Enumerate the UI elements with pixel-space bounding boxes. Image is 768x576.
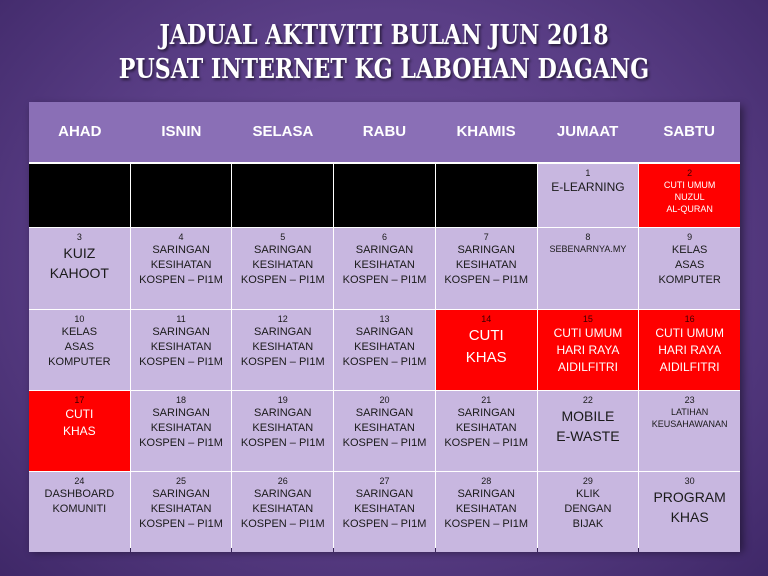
- activity-text: KOSPEN – PI1M: [139, 518, 223, 530]
- day-cell-20: [334, 391, 435, 471]
- day-number: 16: [684, 314, 695, 324]
- day-cell-2: [639, 164, 740, 227]
- activity-text: KHAS: [63, 424, 96, 438]
- activity-text: LATIHAN: [670, 407, 709, 417]
- day-cell-1: [538, 164, 639, 227]
- activity-text: DASHBOARD: [44, 488, 115, 500]
- activity-text: KOMUNITI: [52, 503, 107, 515]
- activity-text: KESIHATAN: [354, 503, 415, 515]
- empty-day-cell: [29, 164, 130, 227]
- activity-text: KESIHATAN: [252, 422, 314, 434]
- activity-text: KOSPEN – PI1M: [240, 356, 325, 368]
- activity-text: KHAS: [465, 349, 507, 366]
- day-cell-6: [334, 228, 435, 309]
- activity-text: KOSPEN – PI1M: [139, 274, 223, 286]
- weekday-header: [29, 102, 740, 164]
- day-cell-12: [232, 310, 333, 390]
- day-cell-24: [29, 472, 130, 552]
- day-number: 25: [176, 476, 187, 486]
- activity-text: KOSPEN – PI1M: [139, 437, 223, 449]
- day-number: 8: [585, 232, 591, 242]
- day-cell-27: [334, 472, 435, 552]
- activity-text: KOMPUTER: [658, 274, 721, 286]
- activity-text: KESIHATAN: [252, 503, 314, 515]
- activity-text: CUTI UMUM: [655, 326, 724, 340]
- activity-text: KOSPEN – PI1M: [444, 437, 529, 449]
- activity-text: SARINGAN: [457, 244, 515, 256]
- day-number: 29: [582, 476, 593, 486]
- activity-text: KOSPEN – PI1M: [139, 356, 223, 368]
- day-cell-26: [232, 472, 333, 552]
- activity-text: KOMPUTER: [48, 356, 111, 368]
- day-cell-13: [334, 310, 435, 390]
- activity-text: AIDILFITRI: [557, 360, 618, 374]
- day-number: 13: [379, 314, 390, 324]
- activity-text: KOSPEN – PI1M: [240, 437, 325, 449]
- day-number: 18: [176, 395, 187, 405]
- activity-text: KOSPEN – PI1M: [342, 356, 427, 368]
- empty-day-cell: [334, 164, 435, 227]
- day-cell-17: [29, 391, 130, 471]
- activity-text: AIDILFITRI: [659, 360, 720, 374]
- activity-text: KHAS: [670, 509, 709, 525]
- activity-text: AL-QURAN: [666, 204, 713, 214]
- day-number: 21: [481, 395, 492, 405]
- activity-text: KOSPEN – PI1M: [240, 274, 325, 286]
- activity-text: MOBILE: [561, 408, 615, 424]
- activity-text: SARINGAN: [254, 244, 312, 256]
- activity-text: KESIHATAN: [150, 341, 212, 353]
- day-number: 5: [280, 232, 286, 242]
- activity-text: SARINGAN: [457, 488, 515, 500]
- day-cell-9: [639, 228, 740, 309]
- activity-text: KELAS: [61, 326, 98, 338]
- day-cell-28: [436, 472, 537, 552]
- activity-text: KOSPEN – PI1M: [444, 274, 529, 286]
- activity-text: KESIHATAN: [455, 422, 517, 434]
- calendar-table: [29, 102, 740, 548]
- day-cell-15: [538, 310, 639, 390]
- activity-text: SARINGAN: [355, 407, 414, 419]
- activity-text: KESIHATAN: [150, 259, 212, 271]
- day-number: 7: [483, 232, 489, 242]
- title-line-2: PUSAT INTERNET KG LABOHAN DAGANG: [118, 54, 650, 85]
- day-cell-5: [232, 228, 333, 309]
- activity-text: KUIZ: [63, 245, 96, 261]
- day-cell-21: [436, 391, 537, 471]
- day-cell-8: [538, 228, 639, 309]
- day-cell-14: [436, 310, 537, 390]
- day-number: 19: [277, 395, 288, 405]
- activity-text: KESIHATAN: [150, 503, 212, 515]
- activity-text: E-LEARNING: [551, 180, 625, 194]
- day-cell-3: [29, 228, 130, 309]
- day-number: 17: [74, 395, 85, 405]
- day-cell-10: [29, 310, 130, 390]
- activity-text: KESIHATAN: [354, 341, 415, 353]
- header-jumaat: JUMAAT: [556, 123, 619, 140]
- header-ahad: AHAD: [58, 123, 102, 140]
- day-cell-30: [639, 472, 740, 552]
- day-number: 14: [481, 314, 492, 324]
- day-number: 4: [178, 232, 184, 242]
- day-number: 15: [582, 314, 593, 324]
- header-selasa: SELASA: [252, 123, 314, 140]
- day-number: 9: [687, 232, 693, 242]
- day-cell-4: [131, 228, 232, 309]
- day-number: 6: [381, 232, 387, 242]
- activity-text: SARINGAN: [152, 407, 210, 419]
- day-number: 1: [585, 168, 591, 178]
- day-number: 10: [74, 314, 85, 324]
- activity-text: KESIHATAN: [150, 422, 212, 434]
- activity-text: KOSPEN – PI1M: [240, 518, 325, 530]
- activity-text: KELAS: [671, 244, 708, 256]
- day-cell-29: [538, 472, 639, 552]
- empty-day-cell: [232, 164, 333, 227]
- day-cell-18: [131, 391, 232, 471]
- activity-text: NUZUL: [674, 192, 705, 202]
- day-cell-11: [131, 310, 232, 390]
- day-number: 27: [379, 476, 390, 486]
- day-cell-7: [436, 228, 537, 309]
- day-number: 12: [277, 314, 288, 324]
- activity-text: DENGAN: [564, 503, 612, 515]
- day-number: 3: [76, 232, 82, 242]
- day-number: 30: [684, 476, 695, 486]
- activity-text: KESIHATAN: [252, 259, 314, 271]
- day-number: 28: [481, 476, 492, 486]
- day-number: 24: [74, 476, 85, 486]
- day-cell-25: [131, 472, 232, 552]
- activity-text: E-WASTE: [556, 428, 620, 444]
- activity-text: HARI RAYA: [658, 343, 722, 357]
- activity-text: KAHOOT: [49, 265, 109, 281]
- day-cell-23: [639, 391, 740, 471]
- activity-text: KESIHATAN: [354, 422, 415, 434]
- header-khamis: KHAMIS: [456, 123, 516, 140]
- empty-day-cell: [131, 164, 232, 227]
- day-cell-16: [639, 310, 740, 390]
- header-rabu: RABU: [362, 123, 407, 140]
- day-number: 11: [176, 314, 186, 324]
- activity-text: SARINGAN: [152, 326, 210, 338]
- activity-text: KESIHATAN: [455, 503, 517, 515]
- day-number: 26: [277, 476, 288, 486]
- activity-text: SARINGAN: [355, 488, 414, 500]
- empty-day-cell: [436, 164, 537, 227]
- activity-text: CUTI: [468, 327, 504, 344]
- activity-text: KOSPEN – PI1M: [342, 518, 427, 530]
- activity-text: SARINGAN: [152, 488, 210, 500]
- activity-text: PROGRAM: [653, 489, 726, 505]
- header-isnin: ISNIN: [161, 123, 202, 140]
- activity-text: CUTI UMUM: [663, 180, 716, 190]
- day-cell-19: [232, 391, 333, 471]
- activity-text: KESIHATAN: [455, 259, 517, 271]
- activity-text: ASAS: [64, 341, 95, 353]
- activity-text: SARINGAN: [355, 326, 414, 338]
- activity-text: ASAS: [674, 259, 705, 271]
- activity-text: SARINGAN: [254, 407, 312, 419]
- activity-text: KOSPEN – PI1M: [342, 437, 427, 449]
- day-number: 22: [582, 395, 593, 405]
- activity-text: KESIHATAN: [354, 259, 415, 271]
- activity-text: KOSPEN – PI1M: [342, 274, 427, 286]
- header-sabtu: SABTU: [663, 123, 715, 140]
- activity-text: KOSPEN – PI1M: [444, 518, 529, 530]
- activity-text: SARINGAN: [254, 488, 312, 500]
- title-line-1: JADUAL AKTIVITI BULAN JUN 2018: [159, 20, 609, 51]
- activity-text: SARINGAN: [254, 326, 312, 338]
- activity-text: KLIK: [575, 488, 600, 500]
- activity-text: CUTI: [65, 407, 94, 421]
- activity-text: KESIHATAN: [252, 341, 314, 353]
- activity-text: SARINGAN: [355, 244, 414, 256]
- day-number: 23: [684, 395, 695, 405]
- activity-text: SARINGAN: [457, 407, 515, 419]
- day-number: 2: [687, 168, 693, 178]
- day-cell-22: [538, 391, 639, 471]
- day-number: 20: [379, 395, 390, 405]
- activity-text: HARI RAYA: [556, 343, 620, 357]
- activity-text: KEUSAHAWANAN: [651, 419, 728, 429]
- activity-text: BIJAK: [572, 518, 604, 530]
- activity-text: SEBENARNYA.MY: [549, 244, 627, 254]
- calendar-grid: [29, 164, 740, 548]
- activity-text: SARINGAN: [152, 244, 210, 256]
- activity-text: CUTI UMUM: [553, 326, 623, 340]
